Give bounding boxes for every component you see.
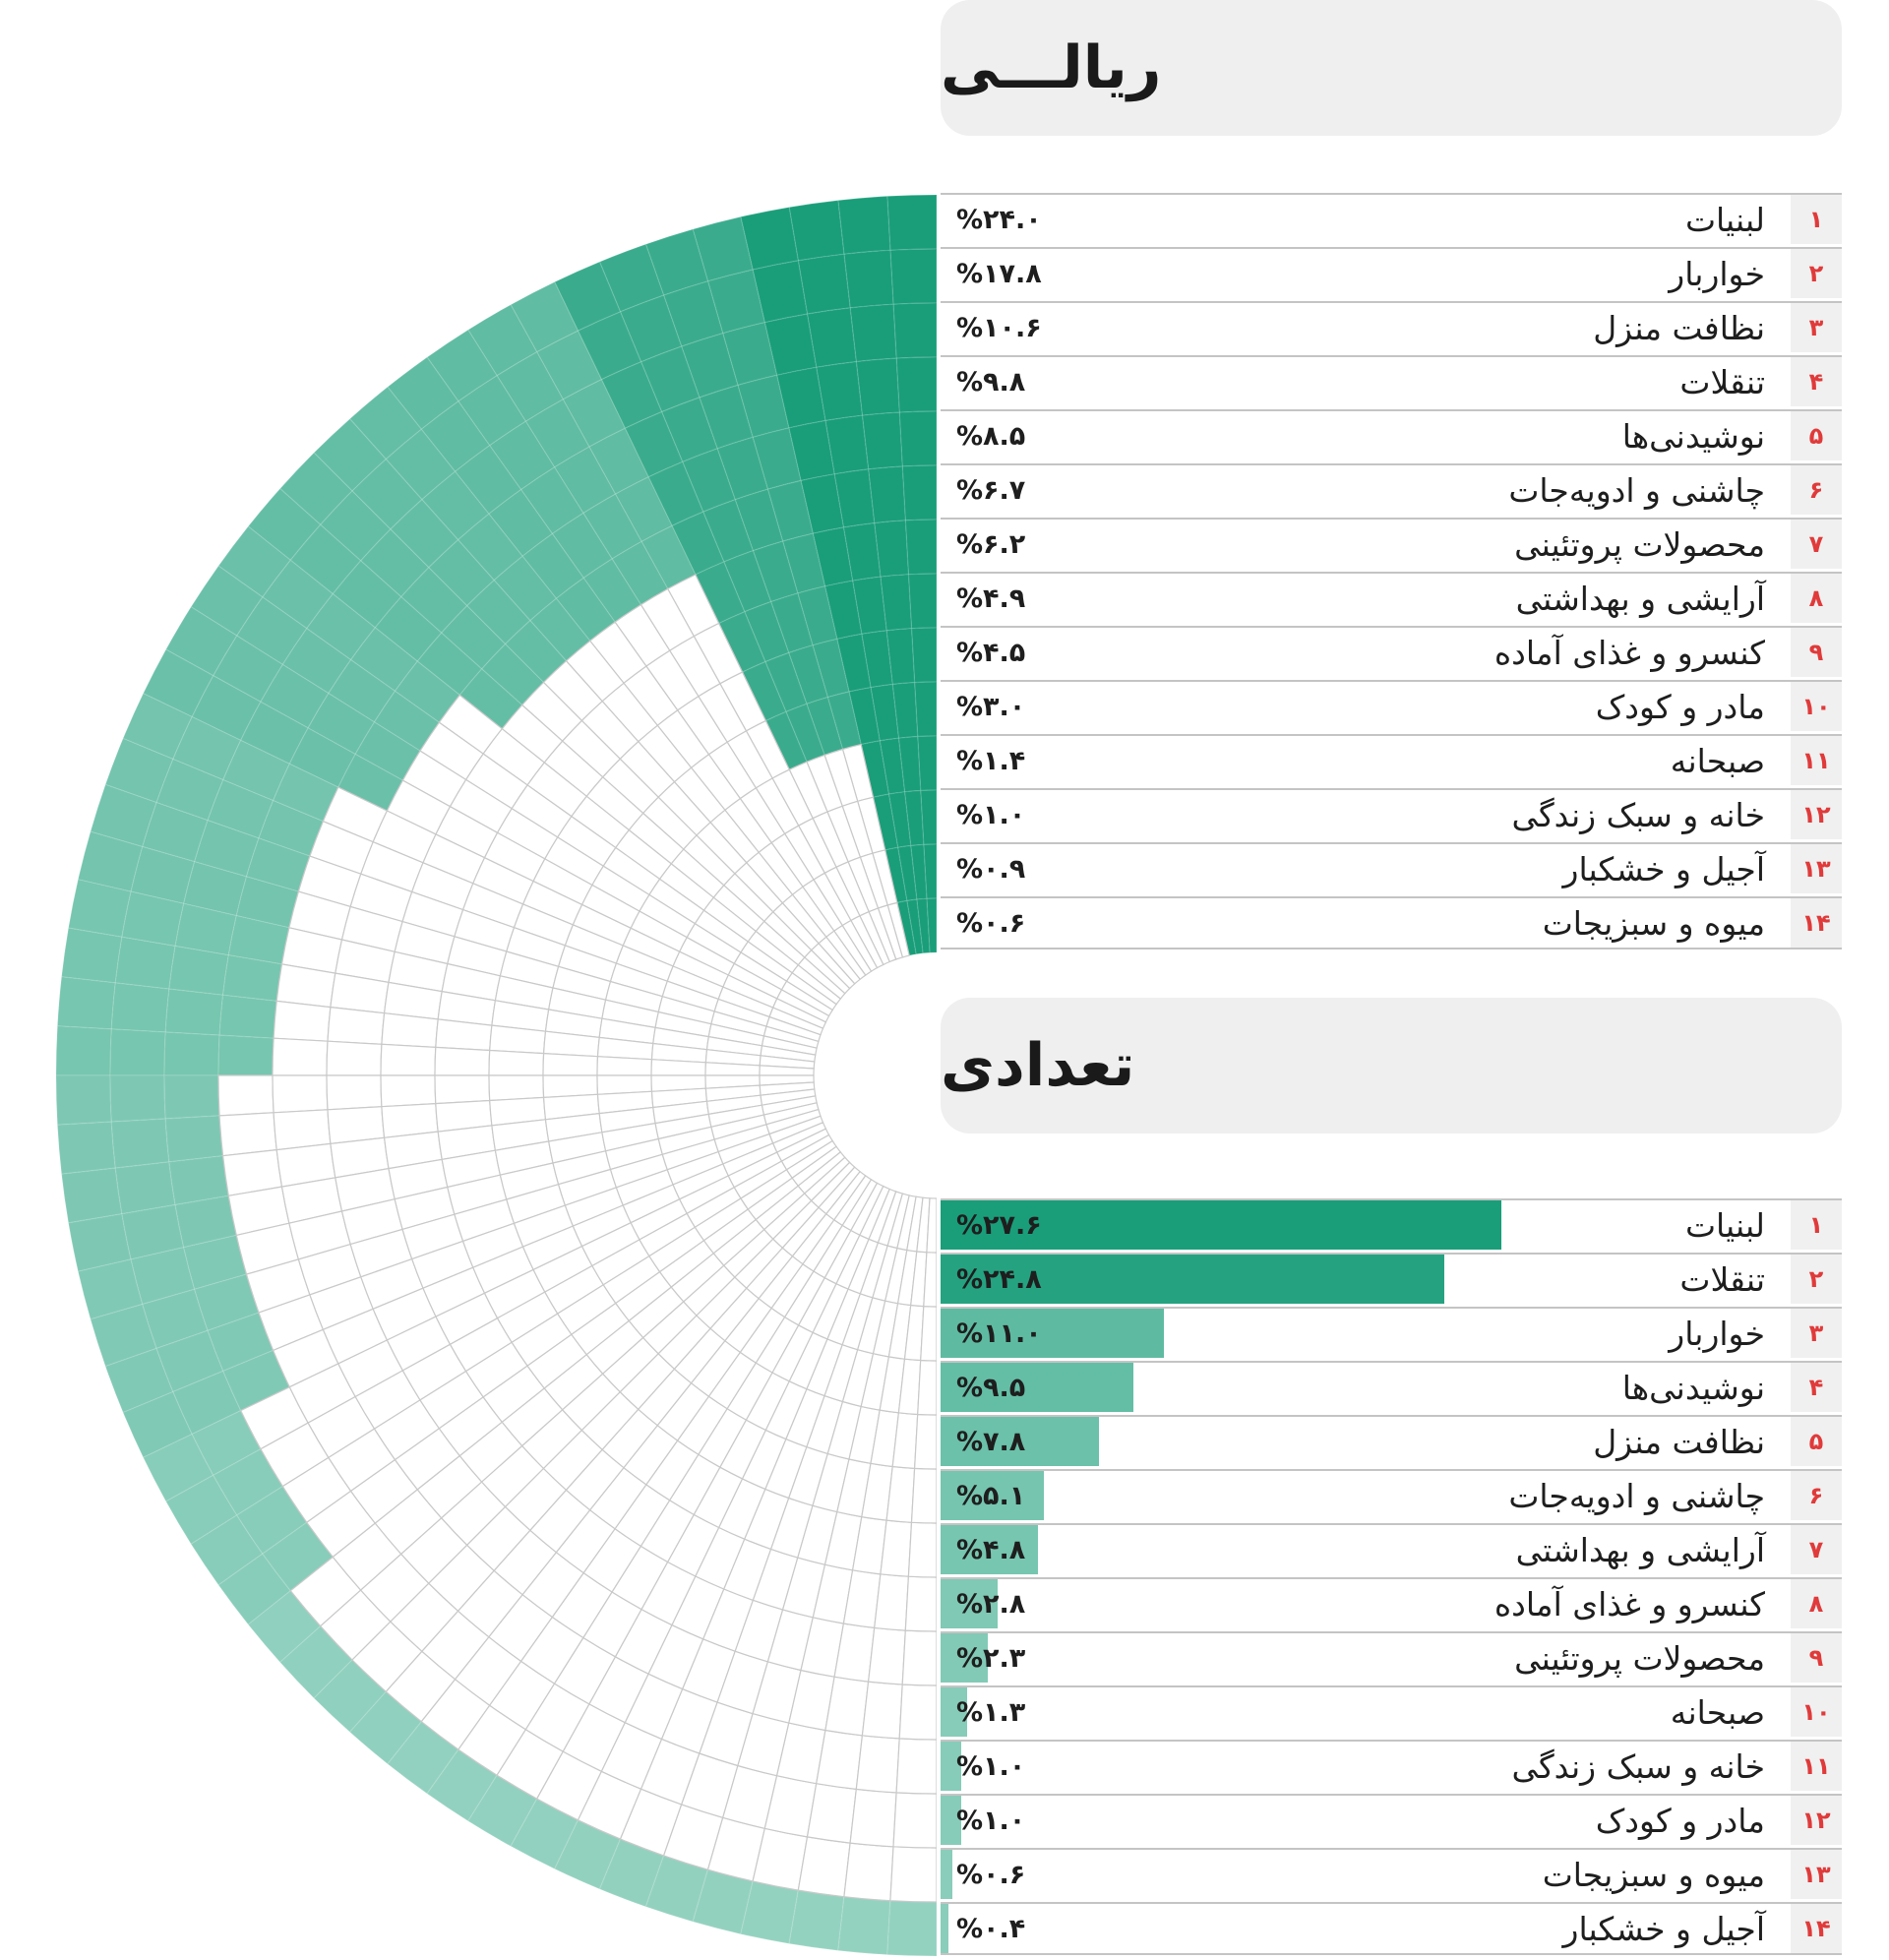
table-row bbox=[941, 1848, 1842, 1899]
row-percent: %۲.۳ bbox=[956, 1642, 1026, 1674]
row-category: آجیل و خشکبار bbox=[1562, 1909, 1765, 1948]
radial-cell-empty bbox=[274, 1110, 331, 1150]
row-percent: %۲۷.۶ bbox=[956, 1209, 1042, 1241]
row-category: مادر و کودک bbox=[1595, 1801, 1765, 1840]
row-rank: ۴ bbox=[1791, 357, 1842, 406]
row-percent: %۲۴.۸ bbox=[956, 1263, 1042, 1295]
row-rank: ۵ bbox=[1791, 1417, 1842, 1466]
radial-cell-filled bbox=[165, 1116, 222, 1162]
row-rank: ۴ bbox=[1791, 1363, 1842, 1412]
row-category: چاشنی و ادویه‌جات bbox=[1508, 470, 1765, 510]
row-rank: ۱۴ bbox=[1791, 1904, 1842, 1953]
radial-cell-empty bbox=[902, 1630, 937, 1685]
row-rank: ۶ bbox=[1791, 465, 1842, 515]
radial-cell-empty bbox=[869, 1627, 906, 1684]
radial-cell-empty bbox=[381, 1075, 436, 1107]
radial-cell-empty bbox=[436, 1019, 492, 1051]
row-rank: ۳ bbox=[1791, 1309, 1842, 1358]
radial-cell-empty bbox=[597, 1057, 652, 1075]
row-category: نوشیدنی‌ها bbox=[1621, 1368, 1765, 1407]
radial-cell-filled bbox=[57, 977, 115, 1029]
row-rank: ۲ bbox=[1791, 249, 1842, 298]
radial-cell-filled bbox=[893, 303, 937, 358]
row-category: آرایشی و بهداشتی bbox=[1515, 1530, 1765, 1569]
row-percent: %۶.۲ bbox=[956, 528, 1026, 560]
row-rank: ۷ bbox=[1791, 1525, 1842, 1574]
radial-cell-filled bbox=[899, 411, 937, 466]
row-category: چاشنی و ادویه‌جات bbox=[1508, 1476, 1765, 1515]
table-row bbox=[941, 1794, 1842, 1845]
row-percent: %۱۱.۰ bbox=[956, 1317, 1042, 1349]
radial-cell-empty bbox=[381, 1044, 436, 1075]
table-row bbox=[941, 842, 1842, 893]
row-percent: %۹.۸ bbox=[956, 366, 1026, 398]
table-row bbox=[941, 247, 1842, 298]
row-percent: %۰.۶ bbox=[956, 1859, 1026, 1890]
row-percent: %۷.۸ bbox=[956, 1426, 1026, 1457]
radial-cell-filled bbox=[115, 937, 175, 989]
row-category: صبحانه bbox=[1670, 1692, 1765, 1732]
table-row bbox=[941, 1902, 1842, 1955]
table-row bbox=[941, 355, 1842, 406]
row-category: میوه و سبزیجات bbox=[1542, 1855, 1765, 1894]
table-row bbox=[941, 1631, 1842, 1683]
radial-cell-filled bbox=[902, 465, 937, 521]
row-percent: %۴.۹ bbox=[956, 582, 1026, 614]
table-row bbox=[941, 193, 1842, 244]
radial-cell-empty bbox=[896, 1739, 937, 1794]
table-row bbox=[941, 1415, 1842, 1466]
row-category: مادر و کودک bbox=[1595, 687, 1765, 726]
row-rank: ۱ bbox=[1791, 195, 1842, 244]
row-percent: %۶.۷ bbox=[956, 474, 1026, 506]
row-category: آجیل و خشکبار bbox=[1562, 849, 1765, 888]
row-percent: %۵.۱ bbox=[956, 1480, 1026, 1511]
radial-cell-filled bbox=[838, 1897, 890, 1955]
radial-cell-empty bbox=[881, 1520, 912, 1576]
count-bar bbox=[941, 1904, 948, 1953]
row-rank: ۱۲ bbox=[1791, 790, 1842, 839]
radial-cell-empty bbox=[327, 1075, 382, 1110]
radial-cell-empty bbox=[915, 1415, 937, 1470]
radial-cell-filled bbox=[887, 195, 937, 250]
radial-cell-filled bbox=[164, 1075, 219, 1119]
radial-cell-empty bbox=[543, 1075, 598, 1097]
table-row bbox=[941, 1577, 1842, 1628]
radial-cell-empty bbox=[890, 1847, 937, 1902]
row-percent: %۱.۳ bbox=[956, 1696, 1026, 1728]
table-row bbox=[941, 626, 1842, 677]
row-percent: %۱۷.۸ bbox=[956, 258, 1042, 289]
radial-cell-empty bbox=[651, 1060, 705, 1075]
row-percent: %۸.۵ bbox=[956, 420, 1026, 452]
radial-cell-empty bbox=[856, 1736, 899, 1793]
radial-cell-filled bbox=[890, 249, 937, 304]
row-rank: ۹ bbox=[1791, 628, 1842, 677]
radial-cell-filled bbox=[789, 201, 844, 261]
radial-cell-filled bbox=[838, 196, 890, 254]
radial-cell-empty bbox=[327, 1041, 382, 1075]
table-row bbox=[941, 572, 1842, 623]
row-rank: ۱۳ bbox=[1791, 844, 1842, 893]
row-percent: %۳.۰ bbox=[956, 691, 1026, 722]
radial-cell-empty bbox=[543, 1054, 598, 1075]
radial-cell-filled bbox=[110, 1075, 165, 1122]
radial-cell-filled bbox=[219, 995, 276, 1038]
table-row bbox=[941, 1685, 1842, 1737]
row-rank: ۳ bbox=[1791, 303, 1842, 352]
radial-cell-filled bbox=[111, 1119, 169, 1168]
table-row bbox=[941, 1469, 1842, 1520]
radial-cell-filled bbox=[169, 947, 228, 996]
radial-cell-filled bbox=[844, 250, 893, 308]
radial-cell-empty bbox=[382, 1013, 438, 1048]
radial-cell-empty bbox=[489, 1051, 544, 1076]
row-category: خانه و سبک زندگی bbox=[1511, 795, 1765, 834]
radial-cell-empty bbox=[219, 1113, 276, 1156]
row-percent: %۱۰.۶ bbox=[956, 312, 1042, 343]
radial-cell-empty bbox=[273, 1075, 328, 1113]
radial-cell-empty bbox=[798, 1837, 850, 1897]
table-row bbox=[941, 1253, 1842, 1304]
row-rank: ۱۰ bbox=[1791, 682, 1842, 731]
table-row bbox=[941, 788, 1842, 839]
count-bar bbox=[941, 1850, 952, 1899]
radial-cell-filled bbox=[915, 682, 937, 737]
radial-cell-empty bbox=[899, 1684, 937, 1740]
row-percent: %۴.۸ bbox=[956, 1534, 1026, 1565]
table-row bbox=[941, 518, 1842, 569]
row-percent: %۲۴.۰ bbox=[956, 204, 1042, 235]
radial-cell-empty bbox=[921, 1307, 937, 1361]
radial-cell-filled bbox=[856, 358, 899, 415]
table-row bbox=[941, 1198, 1842, 1250]
radial-cell-empty bbox=[274, 1001, 331, 1041]
rial-title: ریالـــی bbox=[941, 33, 1162, 102]
table-row bbox=[941, 1307, 1842, 1358]
table-row bbox=[941, 301, 1842, 352]
radial-cell-filled bbox=[56, 1075, 111, 1125]
row-category: خواربار bbox=[1669, 1314, 1765, 1353]
radial-cell-filled bbox=[110, 1029, 165, 1075]
table-row bbox=[941, 1523, 1842, 1574]
radial-cell-empty bbox=[435, 1075, 490, 1104]
radial-cell-empty bbox=[875, 1574, 909, 1630]
row-rank: ۱۴ bbox=[1791, 898, 1842, 948]
row-rank: ۷ bbox=[1791, 520, 1842, 569]
radial-cell-filled bbox=[908, 574, 937, 629]
table-row bbox=[941, 463, 1842, 515]
radial-cell-filled bbox=[164, 1032, 219, 1075]
radial-cell-filled bbox=[111, 983, 169, 1032]
table-row bbox=[941, 680, 1842, 731]
rial-header bbox=[941, 0, 1842, 136]
row-category: نظافت منزل bbox=[1593, 1422, 1765, 1461]
count-header bbox=[941, 998, 1842, 1133]
row-percent: %۰.۹ bbox=[956, 853, 1026, 885]
row-rank: ۱۱ bbox=[1791, 736, 1842, 785]
row-category: لبنیات bbox=[1684, 1205, 1765, 1245]
row-category: خواربار bbox=[1669, 254, 1765, 293]
row-percent: %۰.۴ bbox=[956, 1913, 1026, 1944]
row-rank: ۱۰ bbox=[1791, 1687, 1842, 1737]
table-row bbox=[941, 1740, 1842, 1791]
row-category: نوشیدنی‌ها bbox=[1621, 416, 1765, 456]
row-category: کنسرو و غذای آماده bbox=[1493, 1584, 1765, 1623]
row-percent: %۲.۸ bbox=[956, 1588, 1026, 1620]
radial-cell-empty bbox=[850, 1789, 896, 1846]
row-category: محصولات پروتئینی bbox=[1514, 524, 1765, 564]
radial-cell-empty bbox=[328, 1008, 385, 1045]
row-percent: %۱.۰ bbox=[956, 799, 1026, 830]
count-title: تعدادی bbox=[941, 1031, 1135, 1100]
radial-cell-empty bbox=[273, 1038, 328, 1075]
row-category: کنسرو و غذای آماده bbox=[1493, 633, 1765, 672]
radial-cell-empty bbox=[908, 1522, 937, 1577]
radial-cell-filled bbox=[862, 412, 902, 469]
radial-cell-empty bbox=[489, 1075, 544, 1101]
row-rank: ۱۱ bbox=[1791, 1742, 1842, 1791]
radial-cell-filled bbox=[62, 1168, 122, 1223]
radial-cell-filled bbox=[165, 989, 222, 1035]
radial-cell-empty bbox=[862, 1682, 902, 1739]
radial-cell-filled bbox=[57, 1122, 115, 1174]
table-row bbox=[941, 1361, 1842, 1412]
row-category: نظافت منزل bbox=[1593, 308, 1765, 347]
radial-cell-empty bbox=[808, 1784, 857, 1843]
radial-cell-filled bbox=[912, 628, 938, 683]
table-row bbox=[941, 409, 1842, 460]
radial-cell-filled bbox=[887, 1901, 937, 1956]
row-rank: ۶ bbox=[1791, 1471, 1842, 1520]
table-row bbox=[941, 896, 1842, 949]
radial-cell-empty bbox=[905, 1576, 937, 1631]
radial-cell-empty bbox=[218, 1075, 274, 1116]
radial-cell-empty bbox=[893, 1793, 937, 1848]
row-percent: %۱.۴ bbox=[956, 745, 1026, 776]
row-rank: ۸ bbox=[1791, 1579, 1842, 1628]
row-rank: ۱۲ bbox=[1791, 1796, 1842, 1845]
radial-chart bbox=[0, 0, 937, 1960]
radial-cell-filled bbox=[850, 304, 896, 361]
row-rank: ۲ bbox=[1791, 1255, 1842, 1304]
row-percent: %۱.۰ bbox=[956, 1750, 1026, 1782]
row-category: تنقلات bbox=[1679, 1259, 1765, 1299]
row-rank: ۹ bbox=[1791, 1633, 1842, 1683]
row-rank: ۱۳ bbox=[1791, 1850, 1842, 1899]
row-percent: %۰.۶ bbox=[956, 907, 1026, 939]
row-category: محصولات پروتئینی bbox=[1514, 1638, 1765, 1678]
row-percent: %۱.۰ bbox=[956, 1805, 1026, 1836]
row-rank: ۸ bbox=[1791, 574, 1842, 623]
row-rank: ۱ bbox=[1791, 1200, 1842, 1250]
radial-cell-filled bbox=[789, 1890, 844, 1950]
row-category: تنقلات bbox=[1679, 362, 1765, 401]
radial-cell-empty bbox=[912, 1468, 938, 1523]
row-rank: ۵ bbox=[1791, 411, 1842, 460]
row-percent: %۹.۵ bbox=[956, 1372, 1026, 1403]
row-category: خانه و سبک زندگی bbox=[1511, 1746, 1765, 1786]
radial-cell-empty bbox=[844, 1843, 893, 1901]
radial-cell-filled bbox=[62, 928, 122, 983]
row-category: آرایشی و بهداشتی bbox=[1515, 579, 1765, 618]
row-category: صبحانه bbox=[1670, 741, 1765, 780]
row-category: میوه و سبزیجات bbox=[1542, 903, 1765, 943]
radial-cell-filled bbox=[896, 357, 937, 412]
radial-cell-filled bbox=[905, 520, 937, 575]
radial-cell-empty bbox=[435, 1047, 490, 1075]
radial-cell-filled bbox=[56, 1026, 111, 1075]
row-percent: %۴.۵ bbox=[956, 637, 1026, 668]
radial-cell-empty bbox=[918, 1361, 937, 1416]
table-row bbox=[941, 734, 1842, 785]
radial-cell-filled bbox=[218, 1035, 274, 1075]
row-category: لبنیات bbox=[1684, 200, 1765, 239]
